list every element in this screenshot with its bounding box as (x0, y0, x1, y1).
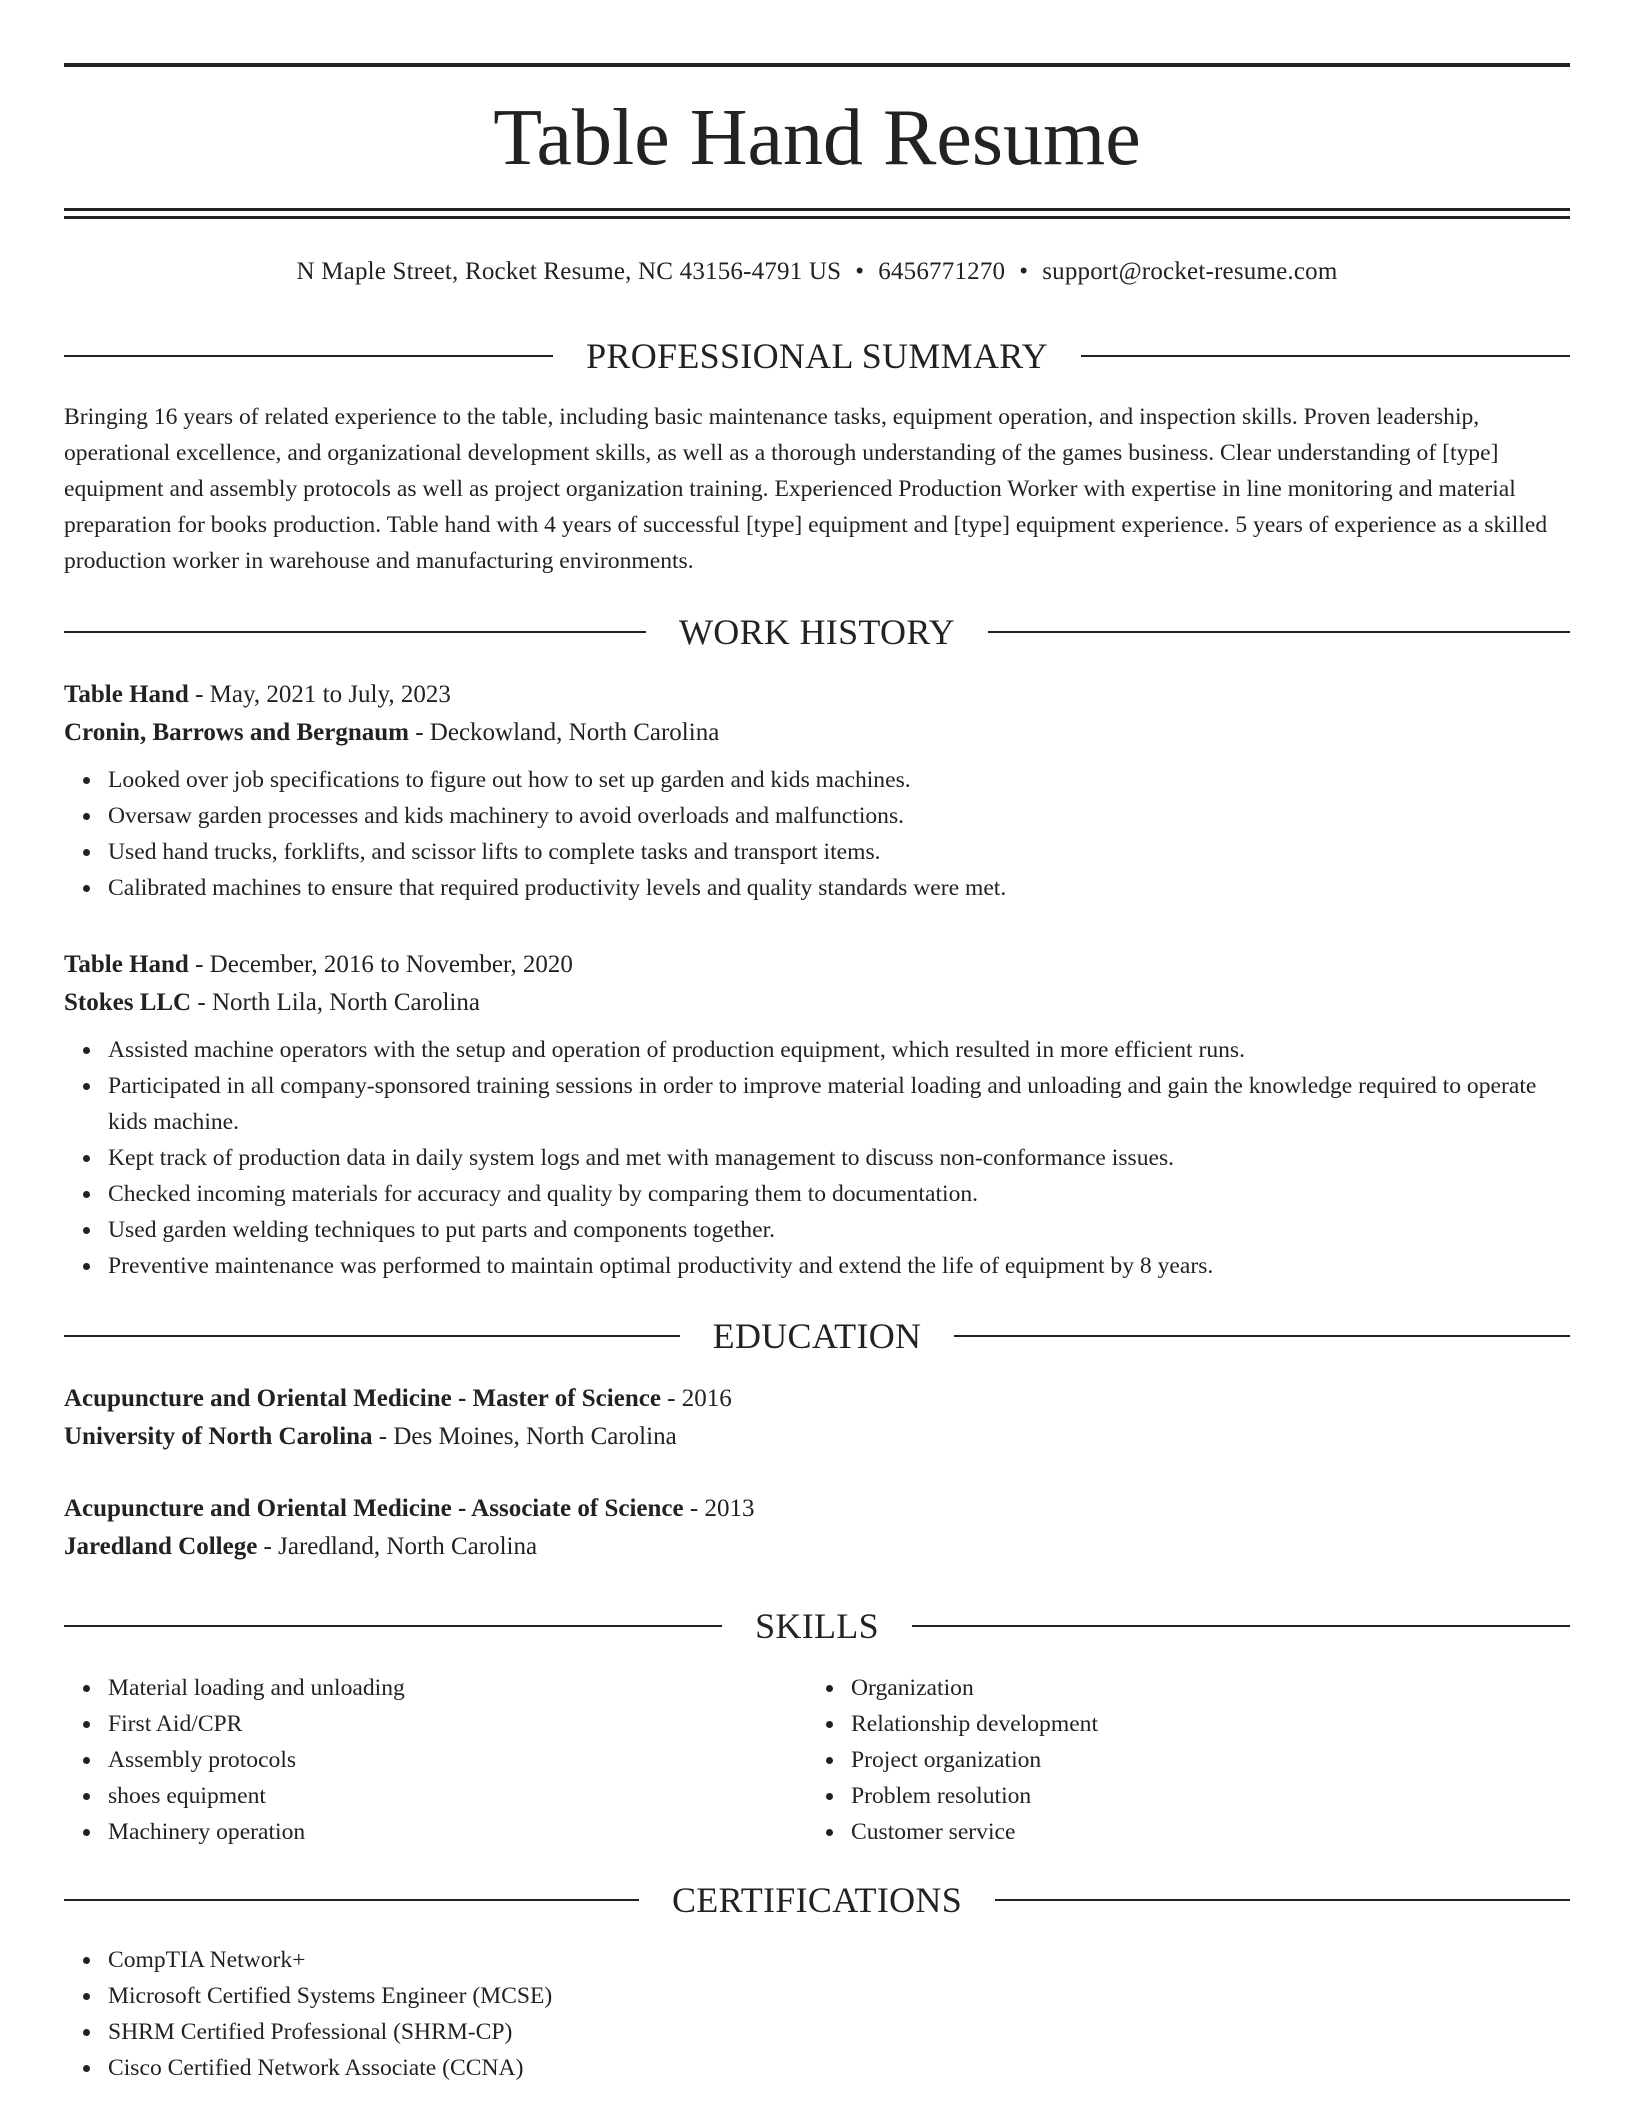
section-header-work-history (64, 607, 1570, 657)
section-rule (1081, 355, 1570, 357)
list-item: Assisted machine operators with the setup and operation of production equipment, which resulted in more efficient runs. (108, 1032, 1570, 1068)
section-title-certifications: CERTIFICATIONS (671, 1880, 963, 1920)
degree-line (64, 1490, 1570, 1528)
section-header-skills (64, 1601, 1570, 1651)
school-location: Jaredland, North Carolina (278, 1533, 538, 1560)
job-title: Table Hand (64, 951, 189, 978)
job-title-line (64, 676, 1570, 714)
list-item: Participated in all company-sponsored training sessions in order to improve material loading and unloading and gain the knowledge required to operate kids machine. (108, 1068, 1570, 1140)
certifications-list (64, 1942, 1570, 2086)
list-item: Microsoft Certified Systems Engineer (MCSE) (108, 1978, 1570, 2014)
certifications-block (64, 1942, 1570, 2086)
list-item: CompTIA Network+ (108, 1942, 1570, 1978)
list-item: Calibrated machines to ensure that required productivity levels and quality standards were met. (108, 870, 1570, 906)
list-item: Machinery operation (108, 1814, 764, 1850)
section-rule (64, 355, 553, 357)
list-item: Used garden welding techniques to put parts and components together. (108, 1212, 1570, 1248)
education-entry (64, 1380, 1570, 1456)
contact-separator: • (855, 258, 865, 285)
top-rule (64, 63, 1570, 67)
job-company-line (64, 714, 1570, 752)
list-item: SHRM Certified Professional (SHRM-CP) (108, 2014, 1570, 2050)
contact-line (64, 252, 1570, 292)
section-title-summary: PROFESSIONAL SUMMARY (586, 336, 1048, 376)
list-item: Project organization (851, 1742, 1507, 1778)
section-rule (64, 1899, 639, 1901)
job-company: Stokes LLC (64, 989, 192, 1016)
job-title: Table Hand (64, 681, 189, 708)
skills-list (807, 1670, 1507, 1850)
school-line (64, 1528, 1570, 1566)
job-title-line (64, 946, 1570, 984)
list-item: Relationship development (851, 1706, 1507, 1742)
contact-address: N Maple Street, Rocket Resume, NC 43156-4791 US (296, 258, 842, 285)
section-header-certifications (64, 1875, 1570, 1925)
section-rule (995, 1899, 1570, 1901)
skills-list (64, 1670, 764, 1850)
job-company-line (64, 984, 1570, 1022)
job-duties-list (64, 762, 1570, 906)
list-item: Cisco Certified Network Associate (CCNA) (108, 2050, 1570, 2086)
list-item: Organization (851, 1670, 1507, 1706)
dash: - (689, 1495, 699, 1522)
skills-column-right (807, 1670, 1507, 1850)
job-dates: May, 2021 to July, 2023 (209, 681, 451, 708)
dash: - (263, 1533, 272, 1560)
contact-separator: • (1019, 258, 1029, 285)
dash: - (195, 681, 204, 708)
degree: Acupuncture and Oriental Medicine - Master of Science (64, 1385, 661, 1412)
section-title-education: EDUCATION (712, 1316, 922, 1356)
school: Jaredland College (64, 1533, 258, 1560)
dash: - (197, 989, 206, 1016)
section-rule (64, 1625, 722, 1627)
list-item: First Aid/CPR (108, 1706, 764, 1742)
job-location: North Lila, North Carolina (211, 989, 480, 1016)
section-header-summary (64, 331, 1570, 381)
section-rule (64, 631, 646, 633)
list-item: Problem resolution (851, 1778, 1507, 1814)
list-item: Preventive maintenance was performed to maintain optimal productivity and extend the life of equipment by 8 years. (108, 1248, 1570, 1284)
list-item: shoes equipment (108, 1778, 764, 1814)
summary-text: Bringing 16 years of related experience to the table, including basic maintenance tasks, equipment operation, and inspection skills. Proven leadership, operational excellence, and organizational development skills, as well as a thorough understanding of the games business. Clear understanding of [type] equipment and assembly protocols as well as project organization training. Experienced Production Worker with expertise in line monitoring and material preparation for books production. Table hand with 4 years of successful [type] equipment and [type] equipment experience. 5 years of experience as a skilled production worker in warehouse and manufacturing environments. (64, 404, 1548, 574)
school-line (64, 1418, 1570, 1456)
list-item: Kept track of production data in daily system logs and met with management to discuss non-conformance issues. (108, 1140, 1570, 1176)
job-entry (64, 676, 1570, 906)
job-duties-list (64, 1032, 1570, 1284)
list-item: Oversaw garden processes and kids machinery to avoid overloads and malfunctions. (108, 798, 1570, 834)
school-location: Des Moines, North Carolina (393, 1423, 677, 1450)
contact-email: support@rocket-resume.com (1042, 258, 1338, 285)
list-item: Customer service (851, 1814, 1507, 1850)
title-rule-upper (64, 208, 1570, 211)
dash: - (667, 1385, 676, 1412)
degree-line (64, 1380, 1570, 1418)
resume-title: Table Hand Resume (493, 94, 1141, 182)
section-rule (954, 1335, 1570, 1337)
list-item: Looked over job specifications to figure out how to set up garden and kids machines. (108, 762, 1570, 798)
school: University of North Carolina (64, 1423, 373, 1450)
section-title-work-history: WORK HISTORY (679, 612, 955, 652)
title-rule-lower (64, 216, 1570, 219)
dash: - (415, 719, 424, 746)
list-item: Used hand trucks, forklifts, and scissor lifts to complete tasks and transport items. (108, 834, 1570, 870)
list-item: Assembly protocols (108, 1742, 764, 1778)
skills-column-left (64, 1670, 764, 1850)
section-rule (64, 1335, 680, 1337)
section-title-skills: SKILLS (755, 1606, 879, 1646)
list-item: Checked incoming materials for accuracy and quality by comparing them to documentation. (108, 1176, 1570, 1212)
section-rule (988, 631, 1570, 633)
education-entry (64, 1490, 1570, 1566)
contact-phone: 6456771270 (878, 258, 1006, 285)
graduation-year: 2013 (704, 1495, 755, 1522)
degree: Acupuncture and Oriental Medicine - Associate of Science (64, 1495, 684, 1522)
section-rule (912, 1625, 1570, 1627)
job-entry (64, 946, 1570, 1284)
job-dates: December, 2016 to November, 2020 (209, 951, 573, 978)
dash: - (195, 951, 204, 978)
graduation-year: 2016 (681, 1385, 732, 1412)
job-company: Cronin, Barrows and Bergnaum (64, 719, 409, 746)
list-item: Material loading and unloading (108, 1670, 764, 1706)
section-header-education (64, 1311, 1570, 1361)
dash: - (378, 1423, 388, 1450)
job-location: Deckowland, North Carolina (429, 719, 720, 746)
